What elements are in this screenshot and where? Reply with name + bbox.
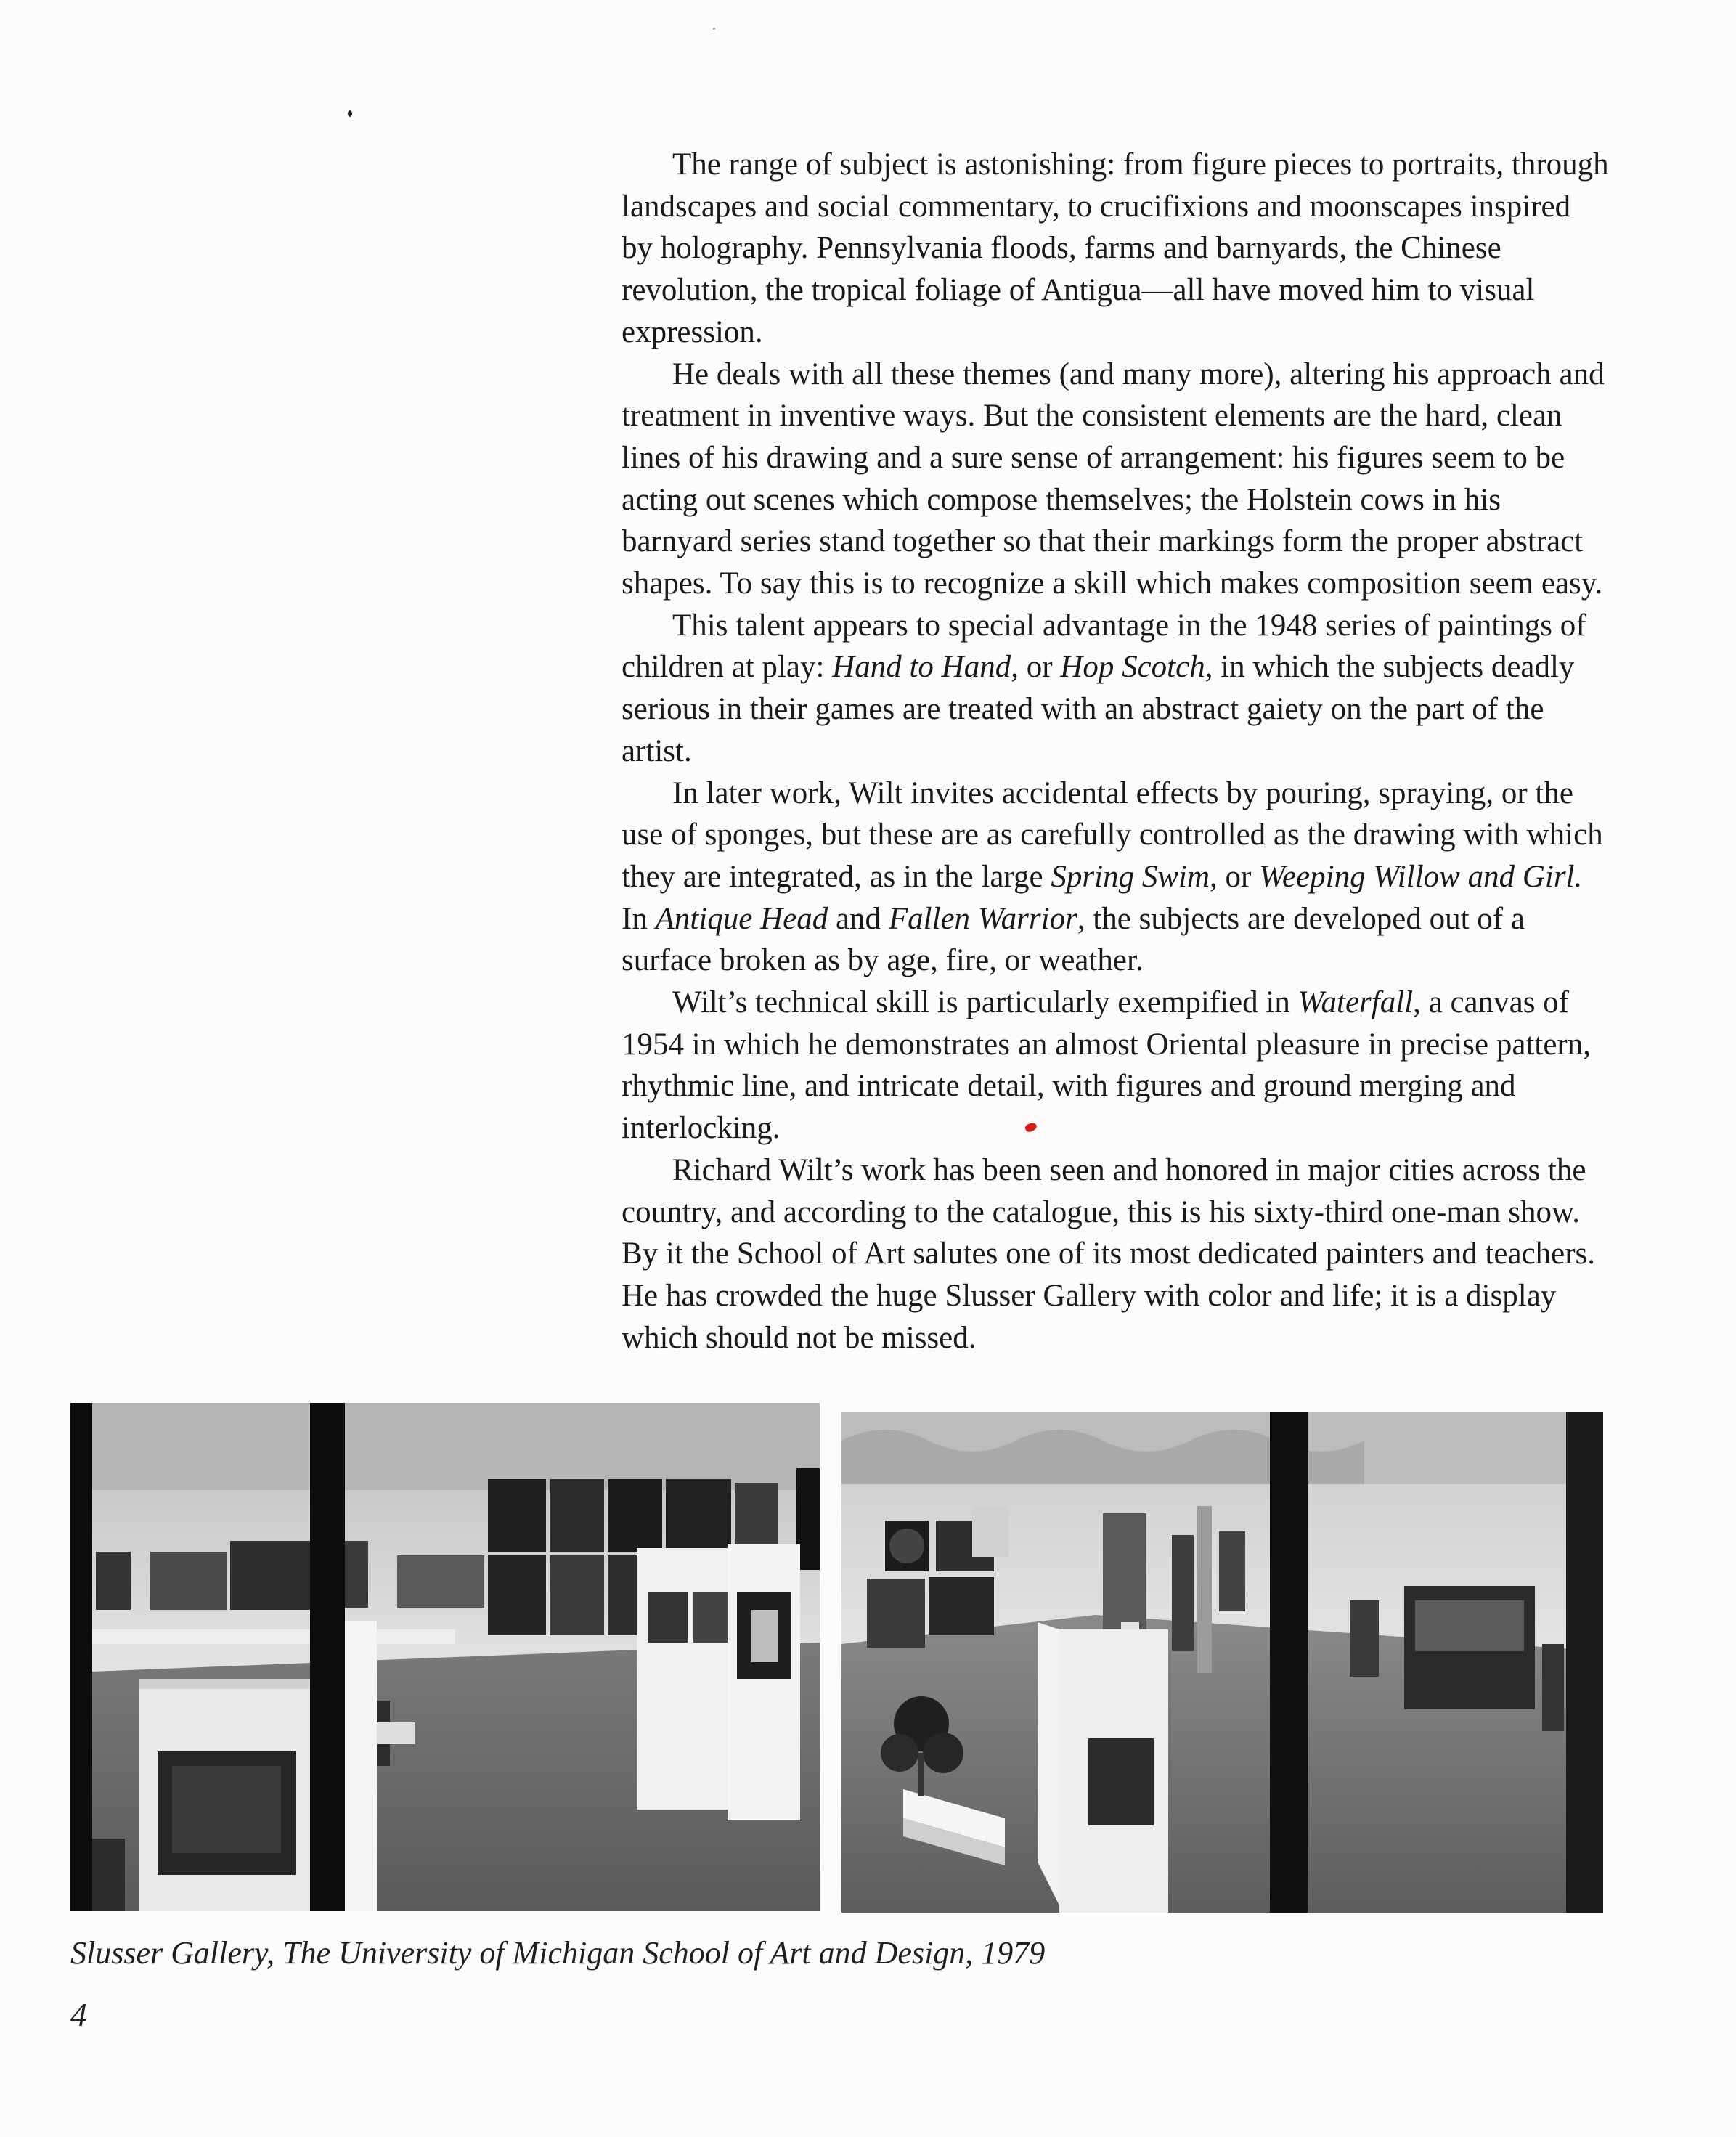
text-run: Richard Wilt’s work has been seen and honored in major cities across the country, and according to the catalogue, this is his sixty-third one-man show. By it the School of Art salutes one of its most dedicated painters and teachers. He has crowded the huge Slusser Gallery with color and life; it is a display which should not be missed.	[622, 1152, 1596, 1355]
figure-caption: Slusser Gallery, The University of Michigan School of Art and Design, 1979	[70, 1935, 1046, 1971]
text-run: The range of subject is astonishing: from figure pieces to portraits, through landscapes and social commentary, to crucifixions and moonscapes inspired by holography. Pennsylvania floods, farms and barnyards, the Chinese revolution, the tropical foliage of Antigua—all have moved him to visual expression.	[622, 147, 1609, 349]
article-body	[622, 144, 1609, 1359]
gallery-photographs	[70, 1403, 1603, 1914]
paragraph	[622, 354, 1609, 605]
ink-speck	[713, 28, 715, 30]
italic-title: Spring Swim	[1051, 859, 1210, 894]
text-run: and	[828, 901, 889, 936]
paragraph	[622, 605, 1609, 773]
text-run: Wilt’s technical skill is particularly exempified in	[672, 985, 1298, 1020]
gallery-photo-left	[70, 1403, 820, 1911]
gallery-interior-image	[841, 1412, 1603, 1913]
gallery-interior-image	[70, 1403, 820, 1911]
text-run: In later work, Wilt invites accidental effects by pouring, spraying, or the use of sponges, but these are as carefully controlled as the drawing with which they are integrated, as in the large	[622, 776, 1603, 894]
paragraph	[622, 982, 1609, 1149]
paragraph	[622, 1149, 1609, 1359]
ink-speck	[348, 110, 352, 117]
text-run: He deals with all these themes (and many more), altering his approach and treatment in inventive ways. But the consistent elements are the hard, clean lines of his drawing and a sure sense of arrangement: his figures seem to be acting out scenes which compose themselves; the Holstein cows in his barnyard series stand together so that their markings form the proper abstract shapes. To say this is to recognize a skill which makes composition seem easy.	[622, 357, 1605, 601]
page-number: 4	[70, 1996, 87, 2033]
paragraph	[622, 773, 1609, 982]
italic-title: Hand to Hand	[832, 650, 1011, 685]
gallery-photo-right	[841, 1412, 1603, 1913]
italic-title: Waterfall	[1297, 985, 1414, 1020]
text-run: , in which the subjects deadly serious in their games are treated with an abstract gaiety on the part of the artist.	[622, 650, 1575, 768]
text-run: , a canvas of 1954 in which he demonstrates an almost Oriental pleasure in precise pattern, rhythmic line, and intricate detail, with figures and ground merging and interlocking.	[622, 985, 1591, 1146]
text-run: , or	[1011, 650, 1061, 685]
text-run: This talent appears to special advantage in the 1948 series of paintings of children at play:	[622, 608, 1586, 685]
italic-title: Fallen Warrior	[888, 901, 1077, 936]
italic-title: Hop Scotch	[1060, 650, 1205, 685]
italic-title: Weeping Willow and Girl.	[1259, 859, 1583, 894]
paragraph	[622, 144, 1609, 354]
text-run: In	[622, 901, 656, 936]
text-run: , the subjects are developed out of a surface broken as by age, fire, or weather.	[622, 901, 1525, 978]
italic-title: Antique Head	[655, 901, 828, 936]
text-run: , or	[1210, 859, 1260, 894]
